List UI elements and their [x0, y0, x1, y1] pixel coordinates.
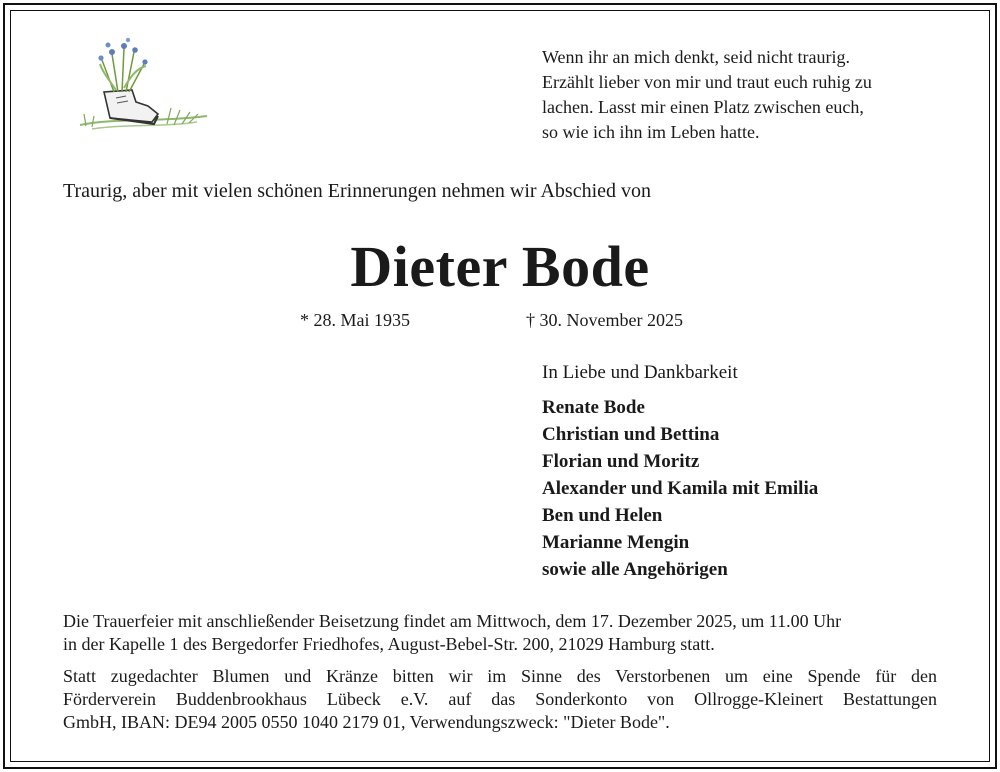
ceremony-line: in der Kapelle 1 des Bergedorfer Friedhofes, August-Bebel-Str. 200, 21029 Hamburg statt. [63, 634, 715, 654]
mourner-name: Florian und Moritz [542, 451, 700, 472]
mourners-list [542, 394, 818, 583]
poem-line: lachen. Lasst mir einen Platz zwischen euch, [542, 97, 864, 117]
donation-line: Statt zugedachter Blumen und Kränze bitten wir im Sinne des Verstorbenen um eine Spende für den [63, 666, 937, 686]
ceremony-notice [63, 610, 937, 656]
poem-line: Erzählt lieber von mir und traut euch ruhig zu [542, 72, 872, 92]
mourner-name: Renate Bode [542, 397, 645, 418]
mourner-name: Marianne Mengin [542, 532, 690, 553]
poem-line: so wie ich ihn im Leben hatte. [542, 122, 760, 142]
donation-line: Förderverein Buddenbrookhaus Lübeck e.V. auf das Sonderkonto von Ollrogge-Kleinert Bestattungen [63, 689, 937, 709]
mourner-name: Ben und Helen [542, 505, 663, 526]
mourner-name: sowie alle Angehörigen [542, 559, 728, 580]
poem-line: Wenn ihr an mich denkt, seid nicht traurig. [542, 47, 850, 67]
mourners-heading: In Liebe und Dankbarkeit [542, 362, 738, 383]
death-date: † 30. November 2025 [526, 310, 683, 330]
intro-text: Traurig, aber mit vielen schönen Erinnerungen nehmen wir Abschied von [63, 180, 652, 202]
birth-date: * 28. Mai 1935 [300, 310, 410, 330]
poem [542, 45, 872, 145]
mourner-name: Alexander und Kamila mit Emilia [542, 478, 819, 499]
ceremony-line: Die Trauerfeier mit anschließender Beisetzung findet am Mittwoch, dem 17. Dezember 2025, um 11.00 Uhr [63, 611, 842, 631]
shoe-with-flowers-icon [72, 30, 212, 148]
donation-notice [63, 665, 937, 734]
mourner-name: Christian und Bettina [542, 424, 720, 445]
donation-line: GmbH, IBAN: DE94 2005 0550 1040 2179 01, Verwendungszweck: "Dieter Bode". [63, 712, 670, 732]
deceased-name: Dieter Bode [350, 234, 650, 299]
